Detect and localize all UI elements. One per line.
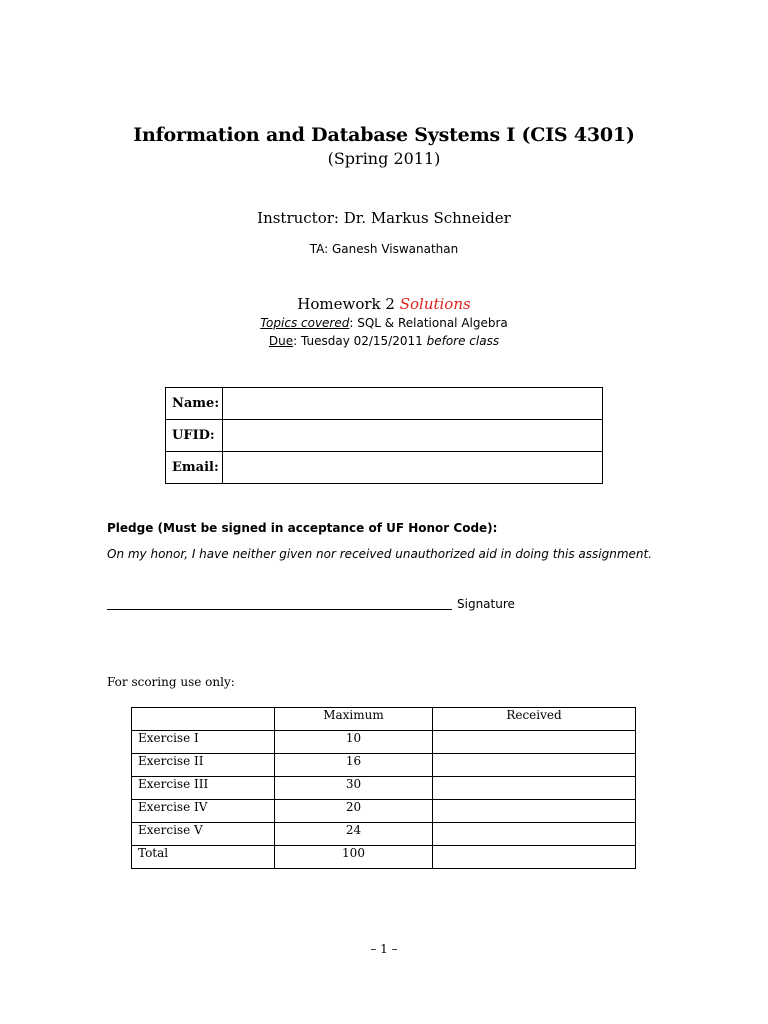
instructor: Instructor: Dr. Markus Schneider: [257, 209, 511, 227]
table-row: [132, 731, 636, 754]
homework-title: Homework 2: [297, 295, 395, 313]
header-received: Received: [433, 708, 636, 731]
exercise-label: Exercise I: [132, 731, 275, 754]
scoring-caption: For scoring use only:: [107, 675, 235, 689]
signature-line[interactable]: [107, 609, 452, 610]
table-row-total: [132, 846, 636, 869]
due-date: Tuesday 02/15/2011: [300, 334, 423, 348]
due-line: [0, 334, 768, 348]
term: (Spring 2011): [327, 149, 441, 168]
scoring-header-row: [132, 708, 636, 731]
teaching-assistant: TA: Ganesh Viswanathan: [309, 242, 459, 256]
exercise-max: 20: [275, 800, 433, 823]
exercise-max: 24: [275, 823, 433, 846]
exercise-label: Exercise II: [132, 754, 275, 777]
exercise-label: Exercise IV: [132, 800, 275, 823]
page-number: – 1 –: [370, 942, 398, 956]
email-label: Email:: [166, 452, 223, 484]
email-field[interactable]: [223, 452, 603, 484]
exercise-received[interactable]: [433, 777, 636, 800]
topics-label: Topics covered: [260, 316, 350, 330]
scoring-table: [131, 707, 636, 869]
header-blank: [132, 708, 275, 731]
name-field[interactable]: [223, 388, 603, 420]
homework-heading: [0, 295, 768, 313]
info-row-name: [166, 388, 603, 420]
table-row: [132, 800, 636, 823]
course-title: Information and Database Systems I (CIS 4301): [133, 124, 635, 146]
header-maximum: Maximum: [275, 708, 433, 731]
solutions-label: Solutions: [399, 295, 471, 313]
topics-sep: :: [349, 316, 358, 330]
exercise-max: 16: [275, 754, 433, 777]
exercise-label: Exercise III: [132, 777, 275, 800]
exercise-label: Exercise V: [132, 823, 275, 846]
total-received[interactable]: [433, 846, 636, 869]
exercise-received[interactable]: [433, 754, 636, 777]
due-sep: :: [293, 334, 301, 348]
table-row: [132, 823, 636, 846]
name-label: Name:: [166, 388, 223, 420]
total-max: 100: [275, 846, 433, 869]
exercise-max: 10: [275, 731, 433, 754]
exercise-received[interactable]: [433, 823, 636, 846]
table-row: [132, 754, 636, 777]
signature-label: Signature: [457, 597, 515, 611]
ufid-label: UFID:: [166, 420, 223, 452]
exercise-received[interactable]: [433, 800, 636, 823]
info-row-email: [166, 452, 603, 484]
topics-line: [0, 316, 768, 330]
ufid-field[interactable]: [223, 420, 603, 452]
due-label: Due: [268, 334, 294, 348]
topics-value: SQL & Relational Algebra: [357, 316, 508, 330]
pledge-heading: Pledge (Must be signed in acceptance of UF Honor Code):: [107, 521, 498, 535]
student-info-table: [165, 387, 603, 484]
exercise-received[interactable]: [433, 731, 636, 754]
total-label: Total: [132, 846, 275, 869]
pledge-text: On my honor, I have neither given nor received unauthorized aid in doing this assignment.: [107, 547, 653, 561]
table-row: [132, 777, 636, 800]
due-time: before class: [426, 334, 500, 348]
info-row-ufid: [166, 420, 603, 452]
exercise-max: 30: [275, 777, 433, 800]
